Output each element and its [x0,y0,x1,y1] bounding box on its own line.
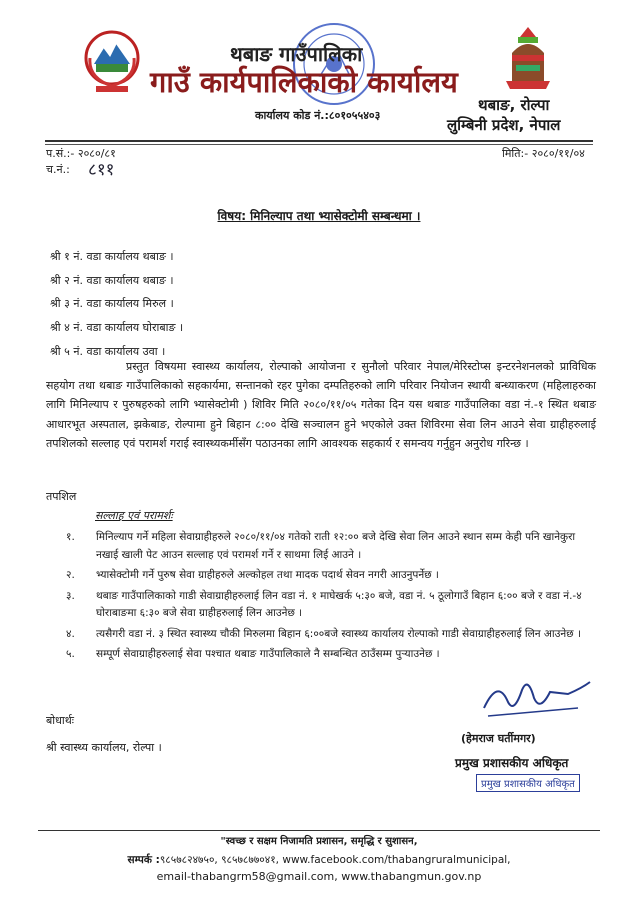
body-text: प्रस्तुत विषयमा स्वास्थ्य कार्यालय, रोल्पाको आयोजना र सुनौलो परिवार नेपाल/मेरिस्टोप्स इन्टरनेशनलको प्राविधिक सहयोग तथा थबाङ गाउँपालिकाको सहकार्यमा, सन्तानको रहर पुगेका दम्पतिहरुको लागि परिवार नियोजन स्थायी बन्ध्याकरण (महिलाहरुका लागि मिनिल्याप र पुरुषहरुको लागि भ्यासेक्टोमी ) शिविर मिति २०८०/११/०५ गतेका दिन यस थबाङ गाउँपालिका वडा नं.-१ स्थित थबाङ आधारभूत अस्पताल, झकेबाङ, रोल्पामा हुने बिहान ८:०० देखि सञ्चालन हुने भएकोले उक्त शिविरमा सेवा लिन आउने सेवा ग्राहीहरुलाई तपशिलको सल्लाह एवं परामर्श गराई स्वास्थ्यकर्मीसँग पठाउनका लागि आवश्यक सहकार्य र समन्वय गर्नुहुन अनुरोध गरिन्छ । [46,360,596,450]
recipient: श्री ५ नं. वडा कार्यालय उवा । [50,344,166,358]
footer-slogan: "स्वच्छ र सक्षम निजामति प्रशासन, समृद्धि र सुशासन, [220,836,418,847]
signatory-name: (हेमराज घर्तीमगर) [461,732,536,745]
advice-num: ५. [66,648,75,660]
contact-details: ९८५७८२४७५०, ९८५७८७७०४१, www.facebook.com/thabangruralmunicipal, [159,854,511,866]
footer-divider [38,830,600,831]
list-item [66,588,594,623]
advice-list [66,529,594,667]
advice-text: भ्यासेक्टोमी गर्ने पुरुष सेवा ग्राहीहरुले अल्कोहल तथा मादक पदार्थ सेवन नगरी आउनुपर्नेछ । [96,569,439,581]
recipient-list [50,245,183,364]
letter-date: मिति:- २०८०/११/०४ [502,147,585,160]
reference-cn-label: च.नं.: [46,163,70,176]
advice-text: त्यसैगरी वडा नं. ३ स्थित स्वास्थ्य चौकी मिरुलमा बिहान ६:००बजे स्वास्थ्य कार्यालय रोल्पाको गाडी सेवाग्राहीहरुलाई लिन आउनेछ । [96,627,581,640]
advice-num: २. [66,569,75,581]
header-divider-thin [45,144,593,145]
reference-ps: प.सं.:- २०८०/८१ [46,147,116,160]
body-paragraph [46,357,596,453]
nepal-government-emblem-icon [84,28,140,94]
cc-label: बोधार्थः [46,714,74,727]
municipality-name: थबाङ गाउँपालिका [230,42,363,66]
signature-icon [478,668,598,728]
recipient: श्री ३ नं. वडा कार्यालय मिरुल । [50,297,174,311]
list-item [66,646,594,664]
subject-text: विषय: मिनिल्याप तथा भ्यासेक्टोमी सम्बन्धमा । [217,209,421,223]
address-line2: लुम्बिनी प्रदेश, नेपाल [447,116,561,134]
advice-num: १. [66,531,75,543]
recipient: श्री ४ नं. वडा कार्यालय घोराबाङ । [50,321,184,335]
cc-recipient: श्री स्वास्थ्य कार्यालय, रोल्पा । [46,741,162,754]
header-divider [45,140,593,142]
designation-stamp: प्रमुख प्रशासकीय अधिकृत [476,774,580,792]
list-item [66,626,594,644]
advice-num: ४. [66,627,75,640]
advice-text: मिनिल्याप गर्ने महिला सेवाग्राहीहरुले २०८०/११/०४ गतेको राती १२:०० बजे देखि सेवा लिन आउने स्थान सम्म केही पनि खानेकुरा नखाई खाली पेट आउन सल्लाह एवं परामर्श गर्ने र साथमा लिई आउने । [96,531,576,561]
signatory-title: प्रमुख प्रशासकीय अधिकृत [455,756,569,770]
reference-cn-value: ८११ [88,160,115,180]
address-line1: थबाङ, रोल्पा [478,96,550,114]
recipient: श्री २ नं. वडा कार्यालय थबाङ । [50,273,174,287]
advice-num: ३. [66,589,75,602]
tapasil-label: तपशिल [46,490,77,503]
list-item [66,567,594,585]
letter-subject [0,207,638,224]
list-item [66,529,594,564]
footer-email: email-thabangrm58@gmail.com, www.thabangmun.gov.np [156,870,482,883]
advice-text: सम्पूर्ण सेवाग्राहीहरुलाई सेवा पश्चात थबाङ गाउँपालिकाले नै सम्बन्धित ठाउँसम्म पुर्‍याउनेछ । [96,648,440,660]
recipient: श्री १ नं. वडा कार्यालय थबाङ । [50,250,174,263]
advice-text: थबाङ गाउँपालिकाको गाडी सेवाग्राहीहरुलाई लिन वडा नं. १ माघेखर्क ५:३० बजे, वडा नं. ५ ठूलोगाउँ बिहान ६:०० बजे र वडा नं.-४ घोराबाङमा ६:३० बजे सेवा ग्राहीहरुलाई लिन आउनेछ । [96,589,582,619]
advice-heading: सल्लाह एवं परामर्शः [95,509,173,522]
footer-contact [0,853,638,867]
municipality-logo-icon [502,25,554,91]
contact-label: सम्पर्क : [127,854,160,866]
office-title: गाउँ कार्यपालिकाको कार्यालय [150,65,458,99]
office-code: कार्यालय कोड नं.:८०१०५५४०३ [255,109,381,122]
